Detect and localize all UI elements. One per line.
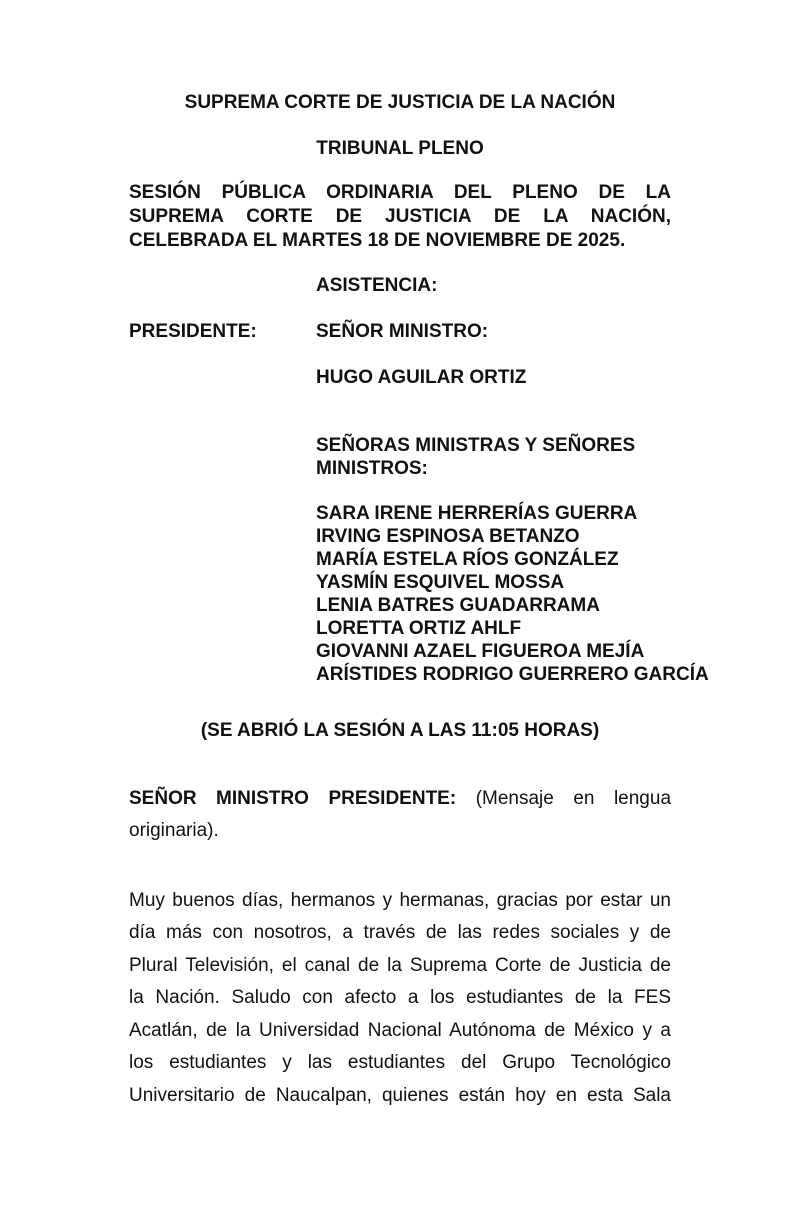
president-title: SEÑOR MINISTRO:: [316, 321, 489, 342]
tribunal-title: TRIBUNAL PLENO: [316, 138, 484, 159]
attendance-heading: ASISTENCIA:: [316, 275, 438, 296]
minister-name: GIOVANNI AZAEL FIGUEROA MEJÍA: [316, 641, 645, 662]
ministers-title-line-2: MINISTROS:: [316, 458, 428, 479]
session-line-2: SUPREMA CORTE DE JUSTICIA DE LA NACIÓN,: [129, 206, 671, 227]
paragraph-line: Muy buenos días, hermanos y hermanas, gracias por estar un: [129, 890, 671, 911]
minister-name: ARÍSTIDES RODRIGO GUERRERO GARCÍA: [316, 664, 709, 685]
minister-name: SARA IRENE HERRERÍAS GUERRA: [316, 503, 638, 524]
paragraph-line: la Nación. Saludo con afecto a los estudiantes de la FES: [129, 987, 671, 1008]
speech-first-line-text: (Mensaje en lengua: [475, 788, 672, 809]
minister-name: LENIA BATRES GUADARRAMA: [316, 595, 600, 616]
court-title: SUPREMA CORTE DE JUSTICIA DE LA NACIÓN: [184, 92, 616, 113]
session-opening-note: (SE ABRIÓ LA SESIÓN A LAS 11:05 HORAS): [200, 720, 600, 741]
speaker-label: SEÑOR MINISTRO PRESIDENTE:: [129, 788, 457, 809]
minister-name: LORETTA ORTIZ AHLF: [316, 618, 522, 639]
session-line-3: CELEBRADA EL MARTES 18 DE NOVIEMBRE DE 2025.: [129, 230, 626, 251]
minister-name: YASMÍN ESQUIVEL MOSSA: [316, 572, 565, 593]
paragraph-line: día más con nosotros, a través de las redes sociales y de: [129, 922, 671, 943]
speech-second-line: originaria).: [129, 820, 219, 841]
president-name: HUGO AGUILAR ORTIZ: [316, 367, 527, 388]
paragraph-line: Universitario de Naucalpan, quienes están hoy en esta Sala: [129, 1085, 671, 1106]
president-label: PRESIDENTE:: [129, 321, 257, 342]
session-line-1: SESIÓN PÚBLICA ORDINARIA DEL PLENO DE LA: [129, 182, 671, 203]
minister-name: MARÍA ESTELA RÍOS GONZÁLEZ: [316, 549, 619, 570]
minister-name: IRVING ESPINOSA BETANZO: [316, 526, 580, 547]
paragraph-line: Acatlán, de la Universidad Nacional Autónoma de México y a: [129, 1020, 671, 1041]
paragraph-line: los estudiantes y las estudiantes del Grupo Tecnológico: [129, 1052, 671, 1073]
ministers-title-line-1: SEÑORAS MINISTRAS Y SEÑORES: [316, 435, 636, 456]
paragraph-line: Plural Televisión, el canal de la Suprema Corte de Justicia de: [129, 955, 671, 976]
speech-first-line: [129, 787, 671, 810]
